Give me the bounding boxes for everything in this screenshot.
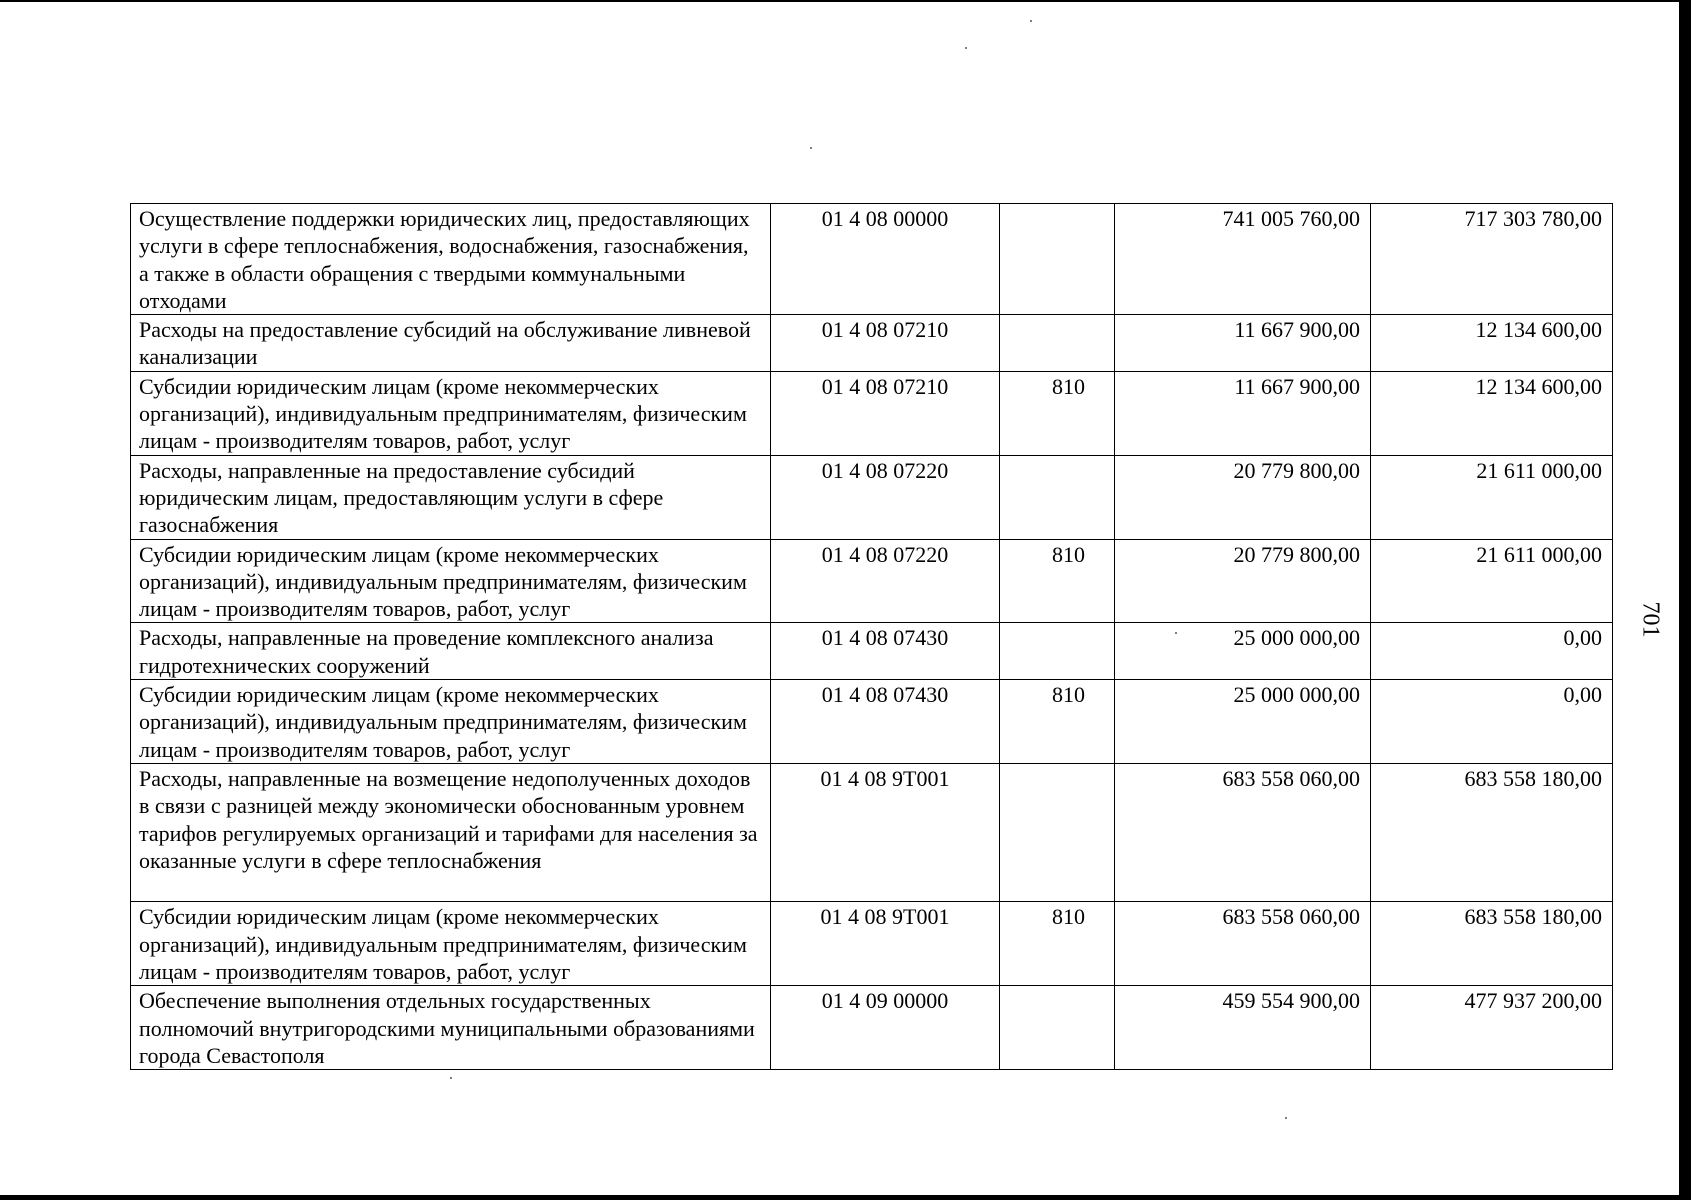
- row-amount-year2-cell: 12 134 600,00: [1371, 371, 1613, 455]
- row-amount-year2-cell: 21 611 000,00: [1371, 455, 1613, 539]
- row-amount-year2-cell: 683 558 180,00: [1371, 763, 1613, 902]
- row-name-cell: Расходы, направленные на возмещение недополученных доходов в связи с разницей между экономически обоснованным уровнем тарифов регулируемых организаций и тарифами для населения за оказанные услуги в сфере теплоснабжения: [131, 763, 771, 902]
- row-name-cell: Осуществление поддержки юридических лиц, предоставляющих услуги в сфере теплоснабжения, водоснабжения, газоснабжения, а также в области обращения с твердыми коммунальными отходами: [131, 204, 771, 315]
- row-amount-year1-cell: 683 558 060,00: [1115, 902, 1371, 986]
- table-row: [131, 763, 1613, 902]
- table-row: [131, 623, 1613, 680]
- row-amount-year2-cell: 477 937 200,00: [1371, 986, 1613, 1070]
- row-expense-type-cell: 810: [1000, 902, 1115, 986]
- row-code-cell: 01 4 08 07430: [771, 623, 1000, 680]
- table-row: [131, 455, 1613, 539]
- row-expense-type-cell: [1000, 623, 1115, 680]
- row-amount-year2-cell: 21 611 000,00: [1371, 539, 1613, 623]
- scan-speck: [450, 1077, 452, 1079]
- row-amount-year2-cell: 12 134 600,00: [1371, 315, 1613, 372]
- row-name-cell: Субсидии юридическим лицам (кроме некоммерческих организаций), индивидуальным предпринимателям, физическим лицам - производителям товаров, работ, услуг: [131, 539, 771, 623]
- scan-speck: [965, 47, 967, 49]
- table-row: [131, 371, 1613, 455]
- row-code-cell: 01 4 08 07430: [771, 680, 1000, 764]
- row-code-cell: 01 4 08 00000: [771, 204, 1000, 315]
- row-amount-year2-cell: 0,00: [1371, 680, 1613, 764]
- row-code-cell: 01 4 09 00000: [771, 986, 1000, 1070]
- row-name-cell: Расходы, направленные на предоставление субсидий юридическим лицам, предоставляющим услуги в сфере газоснабжения: [131, 455, 771, 539]
- row-name-cell: Субсидии юридическим лицам (кроме некоммерческих организаций), индивидуальным предпринимателям, физическим лицам - производителям товаров, работ, услуг: [131, 371, 771, 455]
- row-expense-type-cell: 810: [1000, 680, 1115, 764]
- row-amount-year1-cell: 20 779 800,00: [1115, 539, 1371, 623]
- budget-table: [130, 203, 1613, 1070]
- table-row: [131, 315, 1613, 372]
- row-name-cell: Субсидии юридическим лицам (кроме некоммерческих организаций), индивидуальным предпринимателям, физическим лицам - производителям товаров, работ, услуг: [131, 902, 771, 986]
- row-amount-year1-cell: 11 667 900,00: [1115, 371, 1371, 455]
- scan-speck: [810, 147, 812, 149]
- scan-speck: [1285, 1117, 1287, 1119]
- row-amount-year2-cell: 0,00: [1371, 623, 1613, 680]
- row-expense-type-cell: [1000, 315, 1115, 372]
- row-code-cell: 01 4 08 9Т001: [771, 763, 1000, 902]
- table-row: [131, 204, 1613, 315]
- row-code-cell: 01 4 08 07220: [771, 455, 1000, 539]
- row-code-cell: 01 4 08 9Т001: [771, 902, 1000, 986]
- table-row: [131, 902, 1613, 986]
- row-amount-year2-cell: 683 558 180,00: [1371, 902, 1613, 986]
- row-amount-year1-cell: 741 005 760,00: [1115, 204, 1371, 315]
- page-number: 701: [1637, 601, 1664, 638]
- row-amount-year2-cell: 717 303 780,00: [1371, 204, 1613, 315]
- document-page: [0, 2, 1679, 1195]
- table-row: [131, 986, 1613, 1070]
- row-expense-type-cell: [1000, 763, 1115, 902]
- table-row: [131, 539, 1613, 623]
- scan-speck: [1175, 632, 1177, 634]
- row-code-cell: 01 4 08 07210: [771, 315, 1000, 372]
- row-amount-year1-cell: 25 000 000,00: [1115, 680, 1371, 764]
- row-expense-type-cell: 810: [1000, 371, 1115, 455]
- row-amount-year1-cell: 25 000 000,00: [1115, 623, 1371, 680]
- row-amount-year1-cell: 683 558 060,00: [1115, 763, 1371, 902]
- row-name-cell: Обеспечение выполнения отдельных государственных полномочий внутригородскими муниципальными образованиями города Севастополя: [131, 986, 771, 1070]
- row-code-cell: 01 4 08 07220: [771, 539, 1000, 623]
- row-name-cell: Расходы на предоставление субсидий на обслуживание ливневой канализации: [131, 315, 771, 372]
- row-amount-year1-cell: 11 667 900,00: [1115, 315, 1371, 372]
- row-code-cell: 01 4 08 07210: [771, 371, 1000, 455]
- scan-speck: [1030, 20, 1032, 22]
- row-name-cell: Расходы, направленные на проведение комплексного анализа гидротехнических сооружений: [131, 623, 771, 680]
- row-amount-year1-cell: 20 779 800,00: [1115, 455, 1371, 539]
- row-expense-type-cell: [1000, 986, 1115, 1070]
- row-expense-type-cell: [1000, 455, 1115, 539]
- row-name-cell: Субсидии юридическим лицам (кроме некоммерческих организаций), индивидуальным предпринимателям, физическим лицам - производителям товаров, работ, услуг: [131, 680, 771, 764]
- row-amount-year1-cell: 459 554 900,00: [1115, 986, 1371, 1070]
- table-row: [131, 680, 1613, 764]
- row-expense-type-cell: 810: [1000, 539, 1115, 623]
- row-expense-type-cell: [1000, 204, 1115, 315]
